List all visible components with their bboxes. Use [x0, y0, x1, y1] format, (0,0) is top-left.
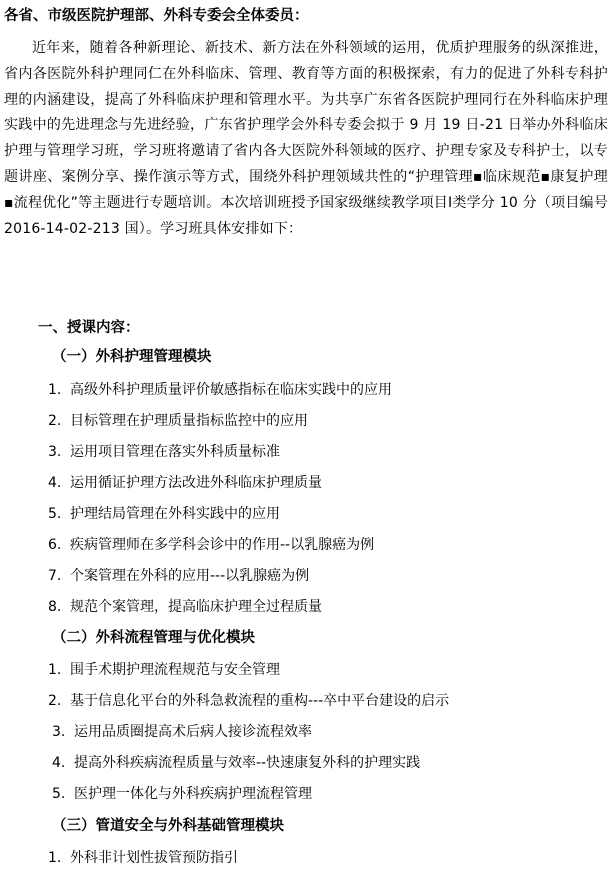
list-item-text: 运用项目管理在落实外科质量标准	[70, 444, 280, 460]
list-item-text: 运用品质圈提高术后病人接诊流程效率	[74, 724, 312, 740]
list-item-number: 3.	[48, 444, 62, 460]
list-item-number: 4.	[52, 755, 66, 771]
list-item	[48, 379, 392, 401]
list-item	[48, 503, 280, 525]
list-item-text: 围手术期护理流程规范与安全管理	[70, 662, 280, 678]
list-item	[48, 690, 449, 712]
list-item	[48, 410, 308, 432]
list-item-number: 2.	[48, 413, 62, 429]
list-item	[48, 534, 374, 556]
list-item-number: 5.	[52, 786, 66, 802]
list-item-number: 3.	[52, 724, 66, 740]
module-title-tube-safety: （三）管道安全与外科基础管理模块	[52, 818, 284, 834]
list-item-text: 高级外科护理质量评价敏感指标在临床实践中的应用	[70, 382, 392, 398]
list-item	[52, 721, 312, 743]
list-item-text: 外科非计划性拔管预防指引	[70, 850, 238, 866]
list-item	[48, 659, 280, 681]
section-title-course-content: 一、授课内容：	[38, 320, 140, 336]
list-item	[48, 847, 238, 869]
list-item-number: 6.	[48, 537, 62, 553]
list-item	[48, 596, 322, 618]
list-item-text: 运用循证护理方法改进外科临床护理质量	[70, 475, 322, 491]
module-title-nursing-management: （一）外科护理管理模块	[52, 349, 212, 365]
list-item-number: 1.	[48, 662, 62, 678]
intro-paragraph: 近年来，随着各种新理论、新技术、新方法在外科领域的运用，优质护理服务的纵深推进，省内各医院外科护理同仁在外科临床、管理、教育等方面的积极探索，有力的促进了外科专科护理的内涵建设，提高了外科临床护理和管理水平。为共享广东省各医院护理同行在外科临床护理实践中的先进理念与先进经验，广东省护理学会外科专委会拟于 9 月 19 日-21 日举办外科临床护理与管理学习班，学习班将邀请了省内各大医院外科领域的医疗、护理专家及专科护士，以专题讲座、案例分享、操作演示等方式，围绕外科护理领域共性的“护理管理▪临床规范▪康复护理▪流程优化”等主题进行专题培训。本次培训班授予国家级继续教学项目Ⅰ类学分 10 分（项目编号 2016-14-02-213 国）。学习班具体安排如下：	[4, 40, 608, 237]
list-item	[48, 441, 280, 463]
list-item-text: 提高外科疾病流程质量与效率--快速康复外科的护理实践	[74, 755, 421, 771]
list-item-number: 1.	[48, 382, 62, 398]
list-item-text: 疾病管理师在多学科会诊中的作用--以乳腺癌为例	[70, 537, 375, 553]
list-item-number: 7.	[48, 568, 62, 584]
list-item-number: 4.	[48, 475, 62, 491]
list-item-number: 1.	[48, 850, 62, 866]
list-item-number: 5.	[48, 506, 62, 522]
list-item	[48, 472, 322, 494]
list-item-number: 2.	[48, 693, 62, 709]
list-item-text: 目标管理在护理质量指标监控中的应用	[70, 413, 308, 429]
list-item-number: 8.	[48, 599, 62, 615]
list-item-text: 护理结局管理在外科实践中的应用	[70, 506, 280, 522]
list-item	[48, 565, 309, 587]
list-item-text: 规范个案管理，提高临床护理全过程质量	[70, 599, 322, 615]
salutation: 各省、市级医院护理部、外科专委会全体委员：	[4, 8, 309, 24]
module-title-process-optimization: （二）外科流程管理与优化模块	[52, 630, 255, 646]
list-item-text: 基于信息化平台的外科急救流程的重构---卒中平台建设的启示	[70, 693, 450, 709]
list-item-text: 个案管理在外科的应用---以乳腺癌为例	[70, 568, 310, 584]
list-item	[52, 752, 420, 774]
list-item	[52, 783, 312, 805]
list-item-text: 医护理一体化与外科疾病护理流程管理	[74, 786, 312, 802]
